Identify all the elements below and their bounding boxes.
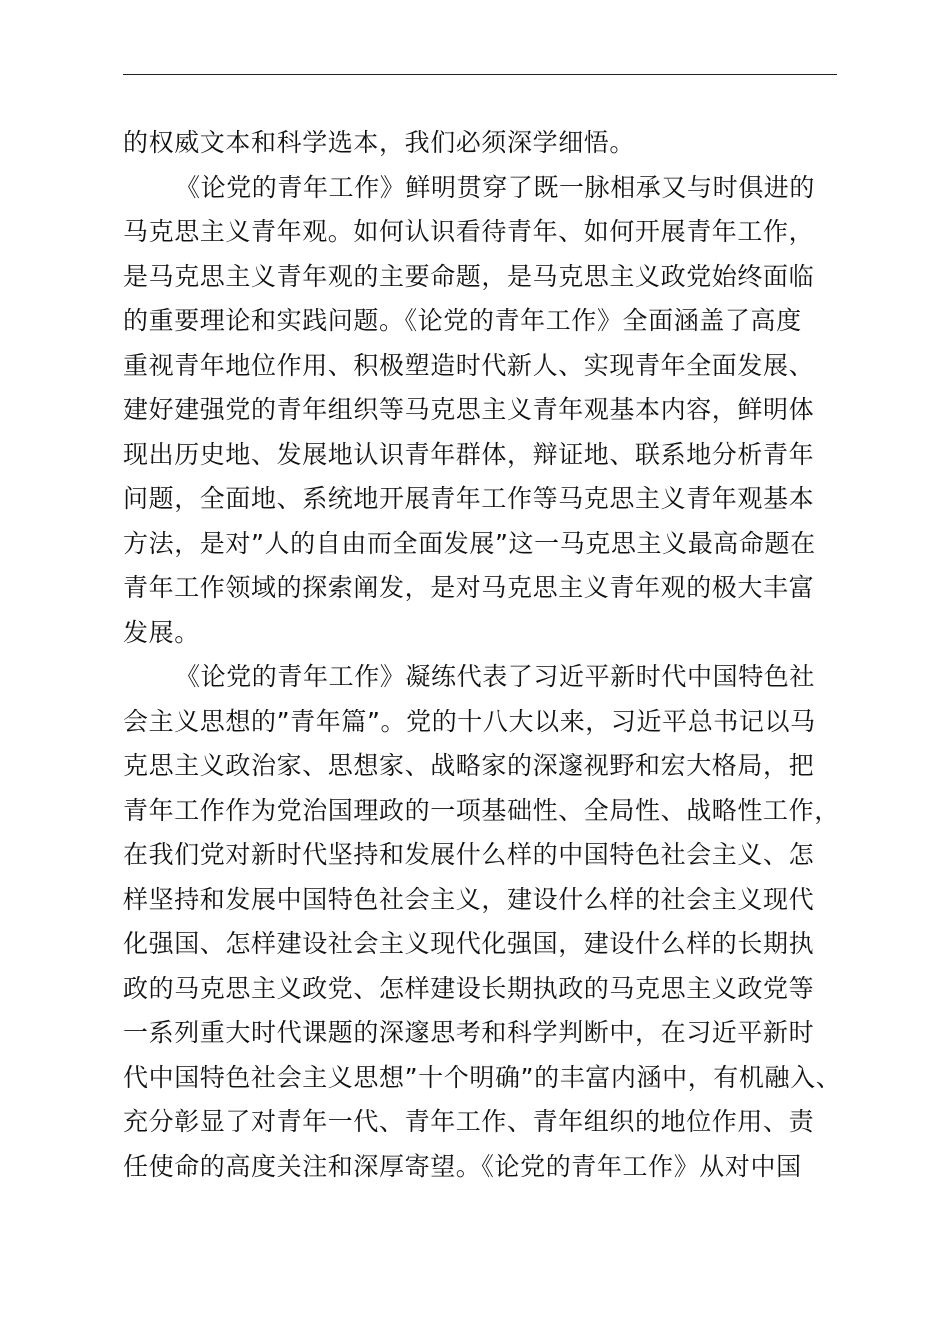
text-line: 问题，全面地、系统地开展青年工作等马克思主义青年观基本 [123, 484, 815, 513]
paragraph-start-line: 《论党的青年工作》鲜明贯穿了既一脉相承又与时俱进的 [175, 172, 816, 202]
text-line: 在我们党对新时代坚持和发展什么样的中国特色社会主义、怎 [123, 840, 815, 869]
text-line: 现出历史地、发展地认识青年群体，辩证地、联系地分析青年 [123, 439, 815, 469]
text-line: 充分彰显了对青年一代、青年工作、青年组织的地位作用、责 [123, 1107, 815, 1136]
text-line: 任使命的高度关注和深厚寄望。《论党的青年工作》从对中国 [123, 1151, 802, 1181]
paragraph-start-line: 《论党的青年工作》凝练代表了习近平新时代中国特色社 [175, 662, 816, 691]
text-line: 克思主义政治家、思想家、战略家的深邃视野和宏大格局，把 [123, 751, 815, 780]
text-line: 的权威文本和科学选本，我们必须深学细悟。 [123, 128, 636, 157]
header-rule [123, 74, 837, 75]
text-line: 青年工作作为党治国理政的一项基础性、全局性、战略性工作， [123, 795, 840, 825]
text-line: 马克思主义青年观。如何认识看待青年、如何开展青年工作， [123, 217, 815, 246]
text-line: 代中国特色社会主义思想”十个明确”的丰富内涵中，有机融入、 [123, 1062, 842, 1092]
body-text [123, 121, 842, 1189]
text-line: 的重要理论和实践问题。《论党的青年工作》全面涵盖了高度 [123, 306, 802, 335]
text-line: 一系列重大时代课题的深邃思考和科学判断中，在习近平新时 [123, 1018, 815, 1047]
text-line: 重视青年地位作用、积极塑造时代新人、实现青年全面发展、 [123, 350, 815, 380]
text-line: 建好建强党的青年组织等马克思主义青年观基本内容，鲜明体 [123, 395, 815, 424]
text-line: 会主义思想的”青年篇”。党的十八大以来，习近平总书记以马 [123, 706, 816, 736]
text-line: 是马克思主义青年观的主要命题，是马克思主义政党始终面临 [123, 261, 815, 291]
text-line: 化强国、怎样建设社会主义现代化强国，建设什么样的长期执 [123, 929, 815, 958]
text-line: 方法，是对”人的自由而全面发展”这一马克思主义最高命题在 [123, 528, 816, 558]
text-line: 政的马克思主义政党、怎样建设长期执政的马克思主义政党等 [123, 973, 815, 1003]
text-line: 青年工作领域的探索阐发，是对马克思主义青年观的极大丰富 [123, 573, 815, 602]
text-line: 样坚持和发展中国特色社会主义，建设什么样的社会主义现代 [123, 884, 815, 914]
text-line: 发展。 [123, 617, 200, 647]
